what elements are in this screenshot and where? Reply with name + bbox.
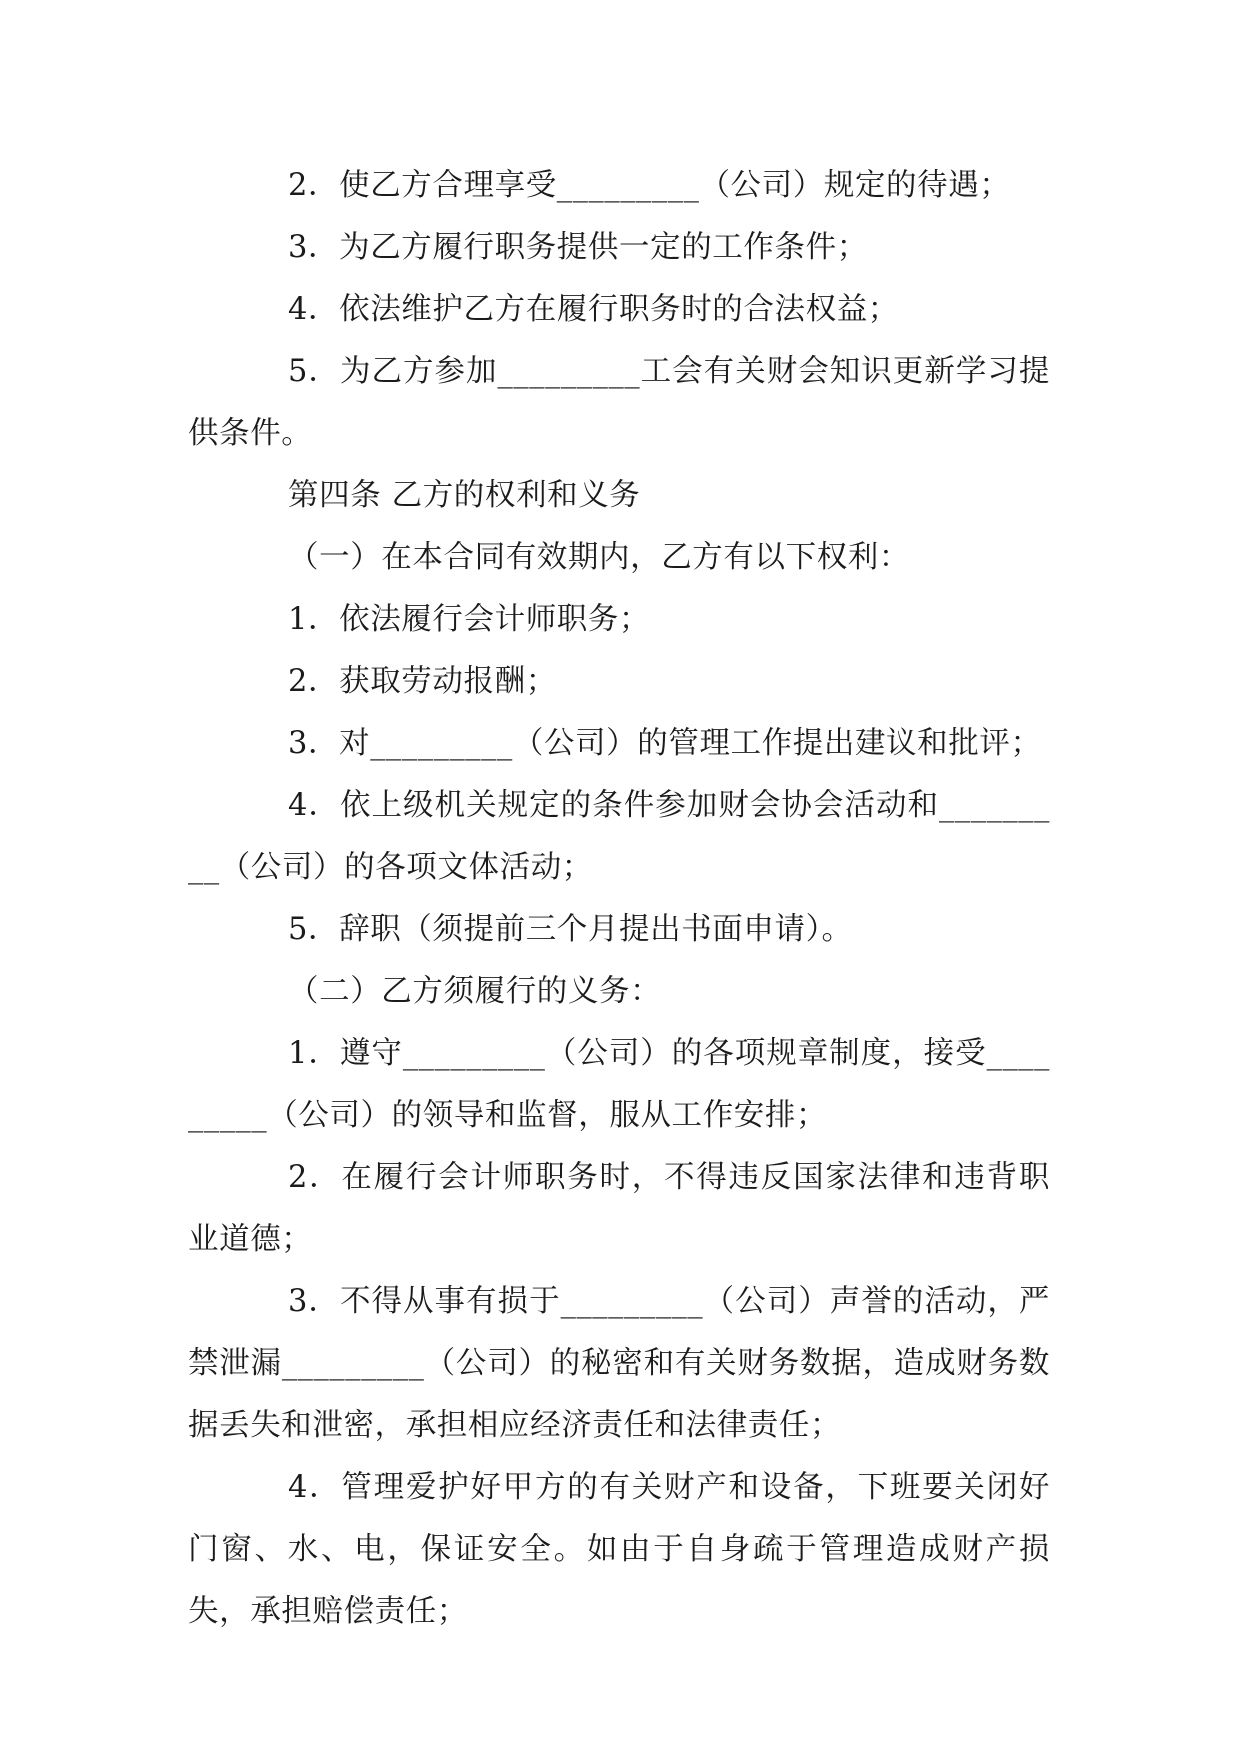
subheading-employee-obligations: （二）乙方须履行的义务：	[288, 974, 662, 1009]
paragraph-right-5: 5．辞职（须提前三个月提出书面申请）。	[288, 912, 853, 947]
document-body	[188, 155, 1050, 1643]
paragraph-right-2: 2．获取劳动报酬；	[288, 664, 557, 699]
paragraph-employer-duty-4: 4．依法维护乙方在履行职务时的合法权益；	[288, 292, 899, 327]
paragraph-obligation-1: 1．遵守_________（公司）的各项规章制度，接受_________（公司）的领导和监督，服从工作安排；	[188, 1036, 1050, 1133]
paragraph-right-3: 3．对_________（公司）的管理工作提出建议和批评；	[288, 726, 1042, 761]
paragraph-right-4: 4．依上级机关规定的条件参加财会协会活动和_________（公司）的各项文体活动；	[188, 788, 1050, 885]
section-heading-article-4: 第四条 乙方的权利和义务	[288, 478, 641, 513]
paragraph-obligation-3: 3．不得从事有损于_________（公司）声誉的活动，严禁泄漏_________（公司）的秘密和有关财务数据，造成财务数据丢失和泄密，承担相应经济责任和法律责任；	[188, 1284, 1050, 1443]
paragraph-obligation-2: 2．在履行会计师职务时，不得违反国家法律和违背职业道德；	[188, 1160, 1050, 1257]
paragraph-employer-duty-5: 5．为乙方参加_________工会有关财会知识更新学习提供条件。	[188, 354, 1050, 451]
paragraph-employer-duty-3: 3．为乙方履行职务提供一定的工作条件；	[288, 230, 868, 265]
paragraph-employer-duty-2: 2．使乙方合理享受_________（公司）规定的待遇；	[288, 168, 1011, 203]
paragraph-right-1: 1．依法履行会计师职务；	[288, 602, 651, 637]
subheading-employee-rights: （一）在本合同有效期内，乙方有以下权利：	[288, 540, 910, 575]
paragraph-obligation-4: 4．管理爱护好甲方的有关财产和设备，下班要关闭好门窗、水、电，保证安全。如由于自身疏于管理造成财产损失，承担赔偿责任；	[188, 1470, 1050, 1629]
